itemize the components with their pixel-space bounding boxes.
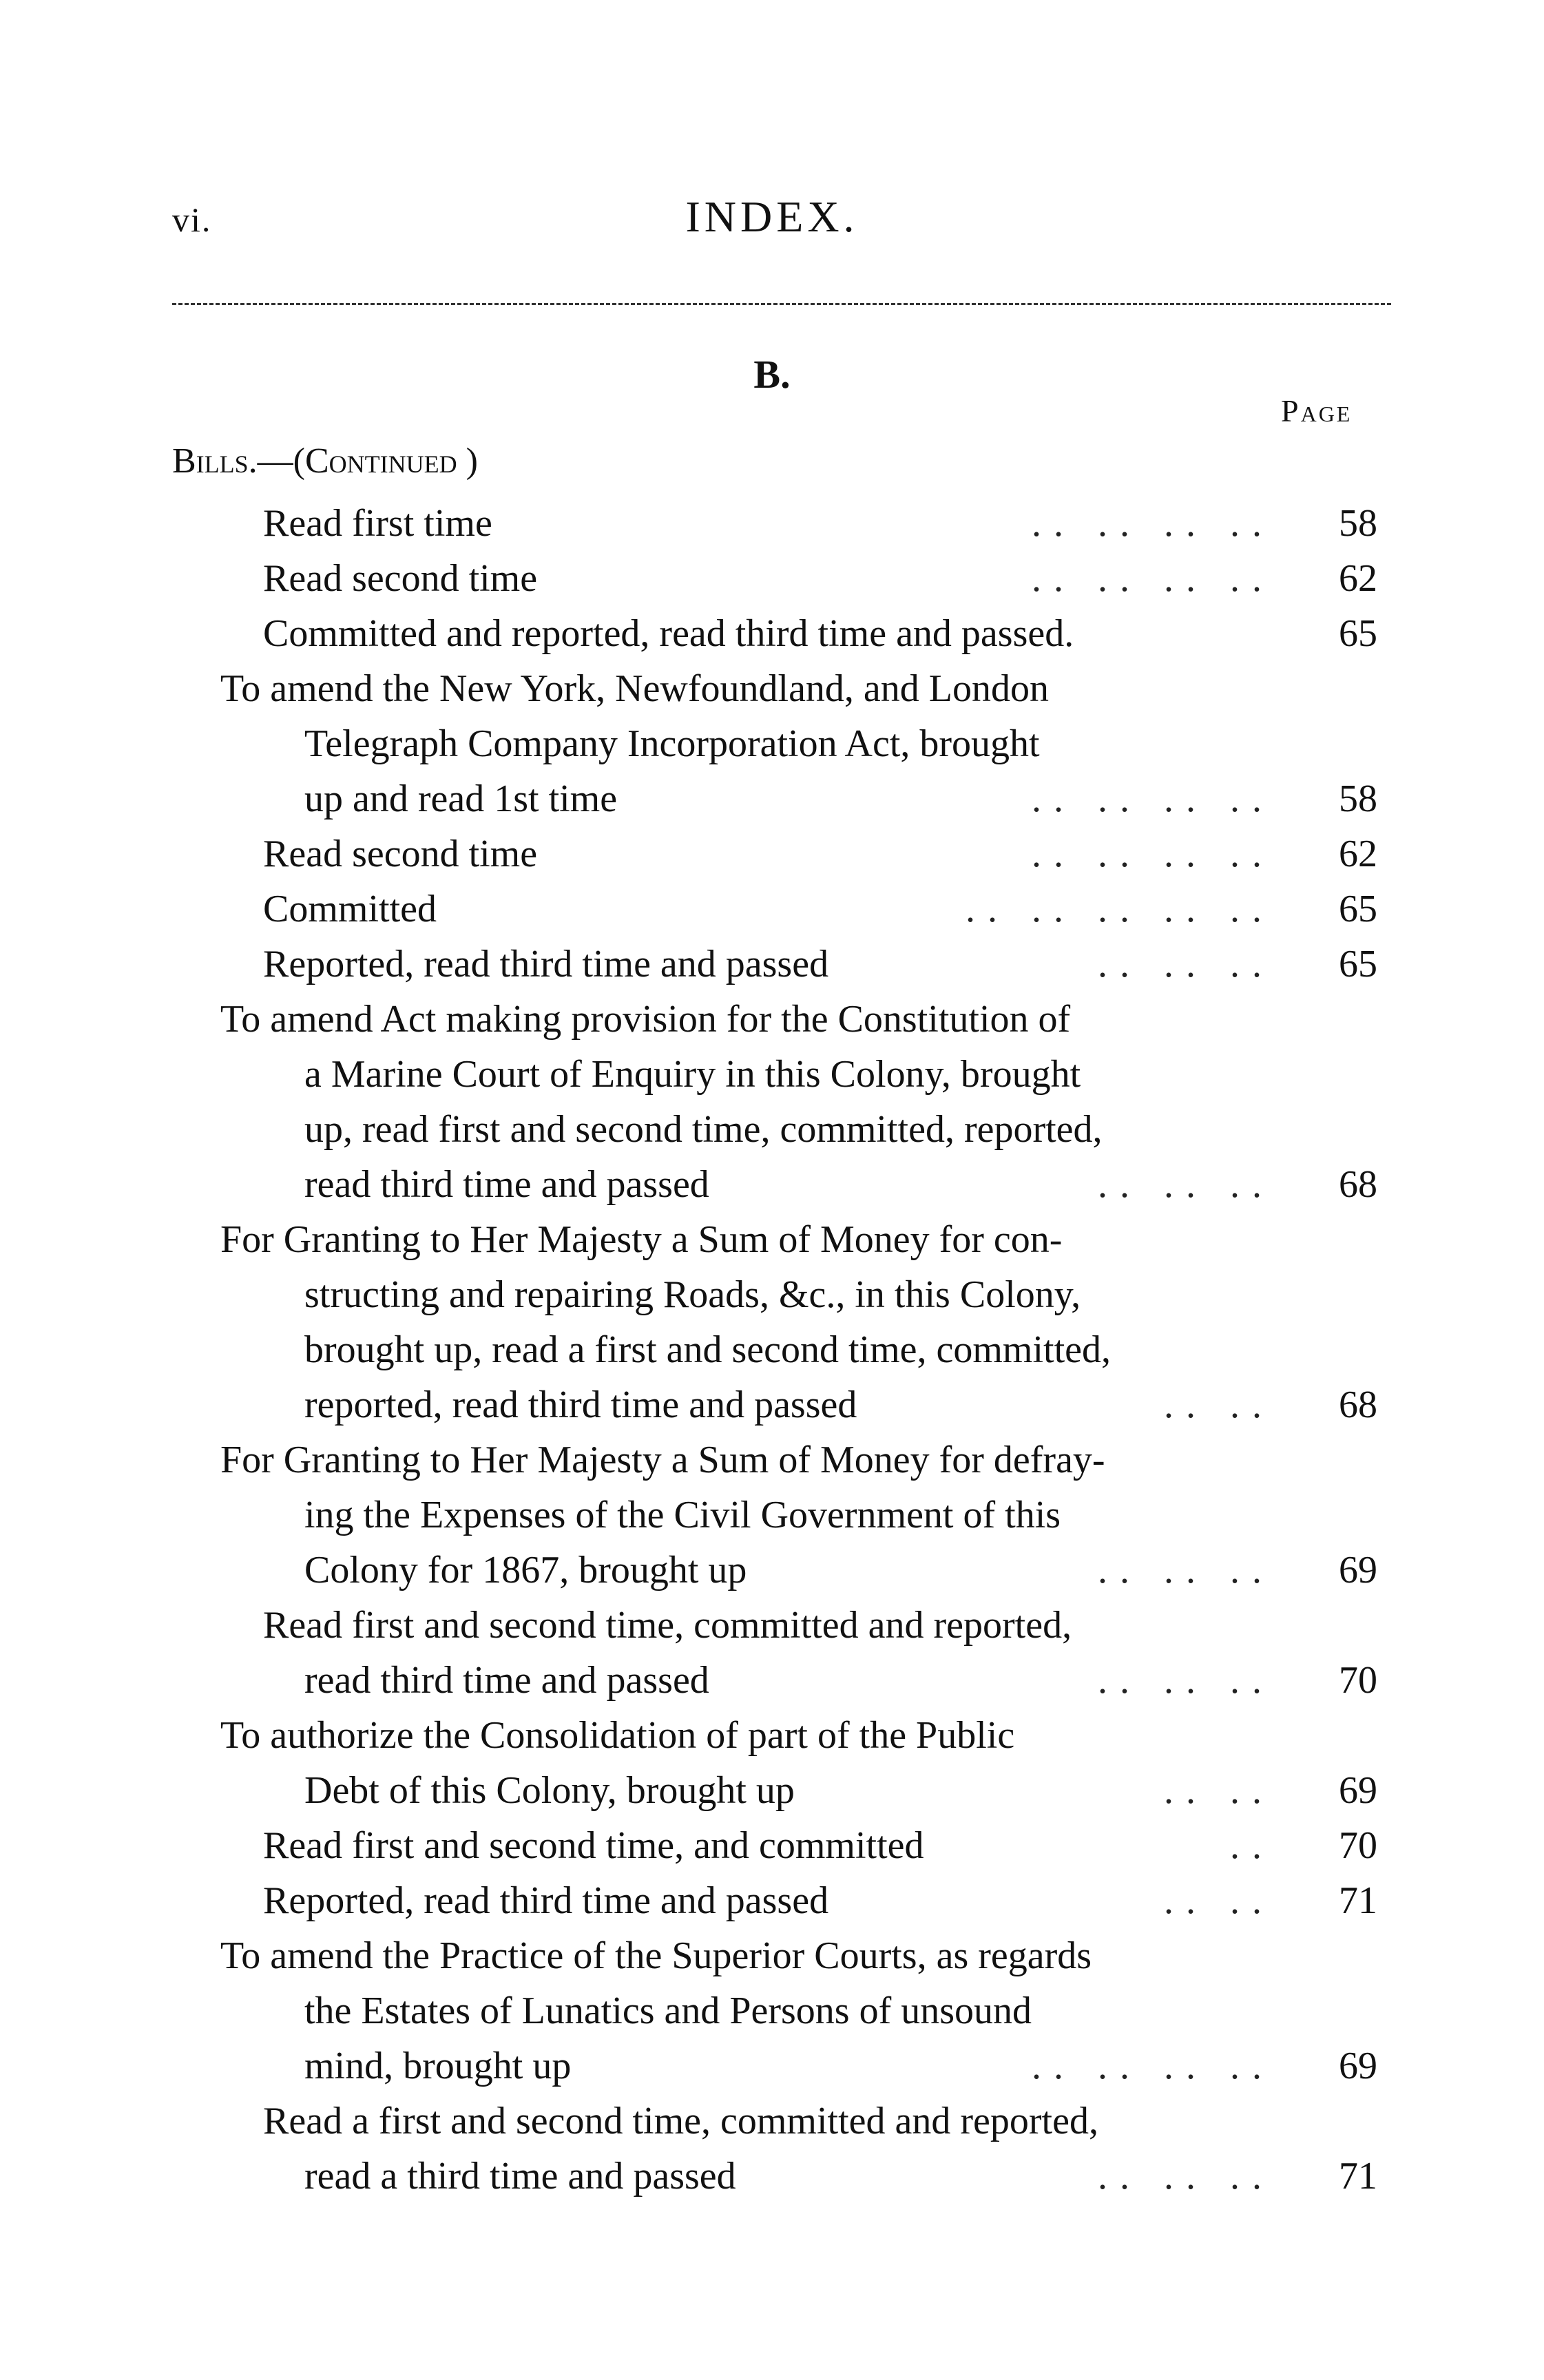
entry-text: Telegraph Company Incorporation Act, brought — [304, 722, 1040, 765]
leader-dots: .. .. — [1164, 1769, 1274, 1812]
page-folio: vi. — [172, 200, 212, 239]
index-entry-line — [0, 992, 1544, 1047]
page-title: INDEX. — [685, 192, 859, 241]
index-entry-line — [0, 1598, 1544, 1653]
index-entry-line — [0, 1818, 1544, 1873]
entry-text: read third time and passed — [304, 1659, 709, 1702]
index-entry-line — [0, 2149, 1544, 2204]
leader-dots: .. — [1230, 1824, 1274, 1867]
index-entry-line — [0, 1983, 1544, 2038]
entry-text: Committed and reported, read third time and passed. — [263, 612, 1074, 655]
page-column-heading: Page — [1281, 393, 1353, 428]
entry-text: read a third time and passed — [304, 2155, 736, 2198]
index-entry-line — [0, 771, 1544, 826]
page-number: 65 — [1339, 943, 1377, 985]
page-number: 65 — [1339, 888, 1377, 930]
index-entry-line — [0, 1047, 1544, 1102]
entry-text: Read second time — [263, 833, 538, 875]
page-number: 62 — [1339, 557, 1377, 600]
entry-text: up, read first and second time, committed, reported, — [304, 1108, 1103, 1151]
index-entry-line — [0, 937, 1544, 992]
section-letter: B. — [753, 352, 791, 397]
index-entry-line — [0, 1212, 1544, 1267]
index-entry-line — [0, 1488, 1544, 1543]
entry-text: mind, brought up — [304, 2045, 572, 2087]
index-entry-line — [0, 1653, 1544, 1708]
leader-dots: .. .. — [1164, 1384, 1274, 1426]
entry-text: To amend the New York, Newfoundland, and London — [220, 667, 1049, 710]
entry-text: Read a first and second time, committed and reported, — [263, 2100, 1098, 2142]
header-rule — [172, 303, 1391, 305]
leader-dots: .. .. .. .. — [1032, 777, 1274, 820]
index-entry-line — [0, 551, 1544, 606]
leader-dots: .. .. .. — [1098, 2155, 1274, 2198]
page-number: 71 — [1339, 2155, 1377, 2198]
index-entry-line — [0, 1928, 1544, 1983]
index-entry-line — [0, 1543, 1544, 1598]
index-entry-line — [0, 1377, 1544, 1432]
entry-text: Reported, read third time and passed — [263, 943, 829, 985]
index-entry-line — [0, 1432, 1544, 1488]
index-entry-line — [0, 826, 1544, 881]
page-number: 69 — [1339, 1769, 1377, 1812]
leader-dots: .. .. .. .. — [1032, 557, 1274, 600]
page-number: 69 — [1339, 2045, 1377, 2087]
page-number: 58 — [1339, 777, 1377, 820]
entry-text: To amend the Practice of the Superior Courts, as regards — [220, 1934, 1092, 1977]
entry-text: Colony for 1867, brought up — [304, 1549, 747, 1591]
leader-dots: .. .. .. — [1098, 1659, 1274, 1702]
continued-heading: Bills.—(Continued ) — [172, 441, 478, 481]
index-entry-line — [0, 881, 1544, 937]
page-number: 68 — [1339, 1384, 1377, 1426]
entry-text: Read first time — [263, 502, 492, 545]
index-entry-line — [0, 716, 1544, 771]
leader-dots: .. .. .. .. — [1032, 833, 1274, 875]
entry-text: read third time and passed — [304, 1163, 709, 1206]
index-entry-line — [0, 1763, 1544, 1818]
index-entry-line — [0, 606, 1544, 661]
entry-text: ing the Expenses of the Civil Government of this — [304, 1494, 1061, 1536]
index-entry-line — [0, 1157, 1544, 1212]
entry-text: For Granting to Her Majesty a Sum of Money for defray- — [220, 1439, 1105, 1481]
page-number: 58 — [1339, 502, 1377, 545]
leader-dots: .. .. .. — [1098, 1163, 1274, 1206]
leader-dots: .. .. .. — [1098, 943, 1274, 985]
entry-text: Committed — [263, 888, 437, 930]
index-entry-line — [0, 1322, 1544, 1377]
page-number: 70 — [1339, 1824, 1377, 1867]
entry-text: reported, read third time and passed — [304, 1384, 857, 1426]
leader-dots: .. .. .. .. — [1032, 2045, 1274, 2087]
entry-text: brought up, read a first and second time, committed, — [304, 1328, 1112, 1371]
index-entry-line — [0, 1102, 1544, 1157]
page-number: 68 — [1339, 1163, 1377, 1206]
index-entry-line — [0, 1708, 1544, 1763]
index-entry-line — [0, 2094, 1544, 2149]
page-number: 65 — [1339, 612, 1377, 655]
page-number: 70 — [1339, 1659, 1377, 1702]
index-entry-line — [0, 1267, 1544, 1322]
entry-text: To amend Act making provision for the Constitution of — [220, 998, 1071, 1041]
entry-text: the Estates of Lunatics and Persons of unsound — [304, 1990, 1032, 2032]
leader-dots: .. .. .. — [1098, 1549, 1274, 1591]
entry-text: Read second time — [263, 557, 538, 600]
leader-dots: .. .. — [1164, 1879, 1274, 1922]
index-entry-line — [0, 2038, 1544, 2094]
index-entries — [0, 496, 1544, 2204]
entry-text: Read first and second time, and committed — [263, 1824, 924, 1867]
page-number: 69 — [1339, 1549, 1377, 1591]
entry-text: Debt of this Colony, brought up — [304, 1769, 795, 1812]
index-entry-line — [0, 496, 1544, 551]
index-entry-line — [0, 1873, 1544, 1928]
leader-dots: .. .. .. .. .. — [966, 888, 1274, 930]
index-entry-line — [0, 661, 1544, 716]
entry-text: To authorize the Consolidation of part of the Public — [220, 1714, 1015, 1757]
entry-text: structing and repairing Roads, &c., in this Colony, — [304, 1273, 1081, 1316]
page-number: 71 — [1339, 1879, 1377, 1922]
leader-dots: .. .. .. .. — [1032, 502, 1274, 545]
entry-text: up and read 1st time — [304, 777, 618, 820]
page-number: 62 — [1339, 833, 1377, 875]
entry-text: a Marine Court of Enquiry in this Colony, brought — [304, 1053, 1081, 1096]
entry-text: Read first and second time, committed and reported, — [263, 1604, 1072, 1647]
entry-text: For Granting to Her Majesty a Sum of Money for con- — [220, 1218, 1063, 1261]
entry-text: Reported, read third time and passed — [263, 1879, 829, 1922]
